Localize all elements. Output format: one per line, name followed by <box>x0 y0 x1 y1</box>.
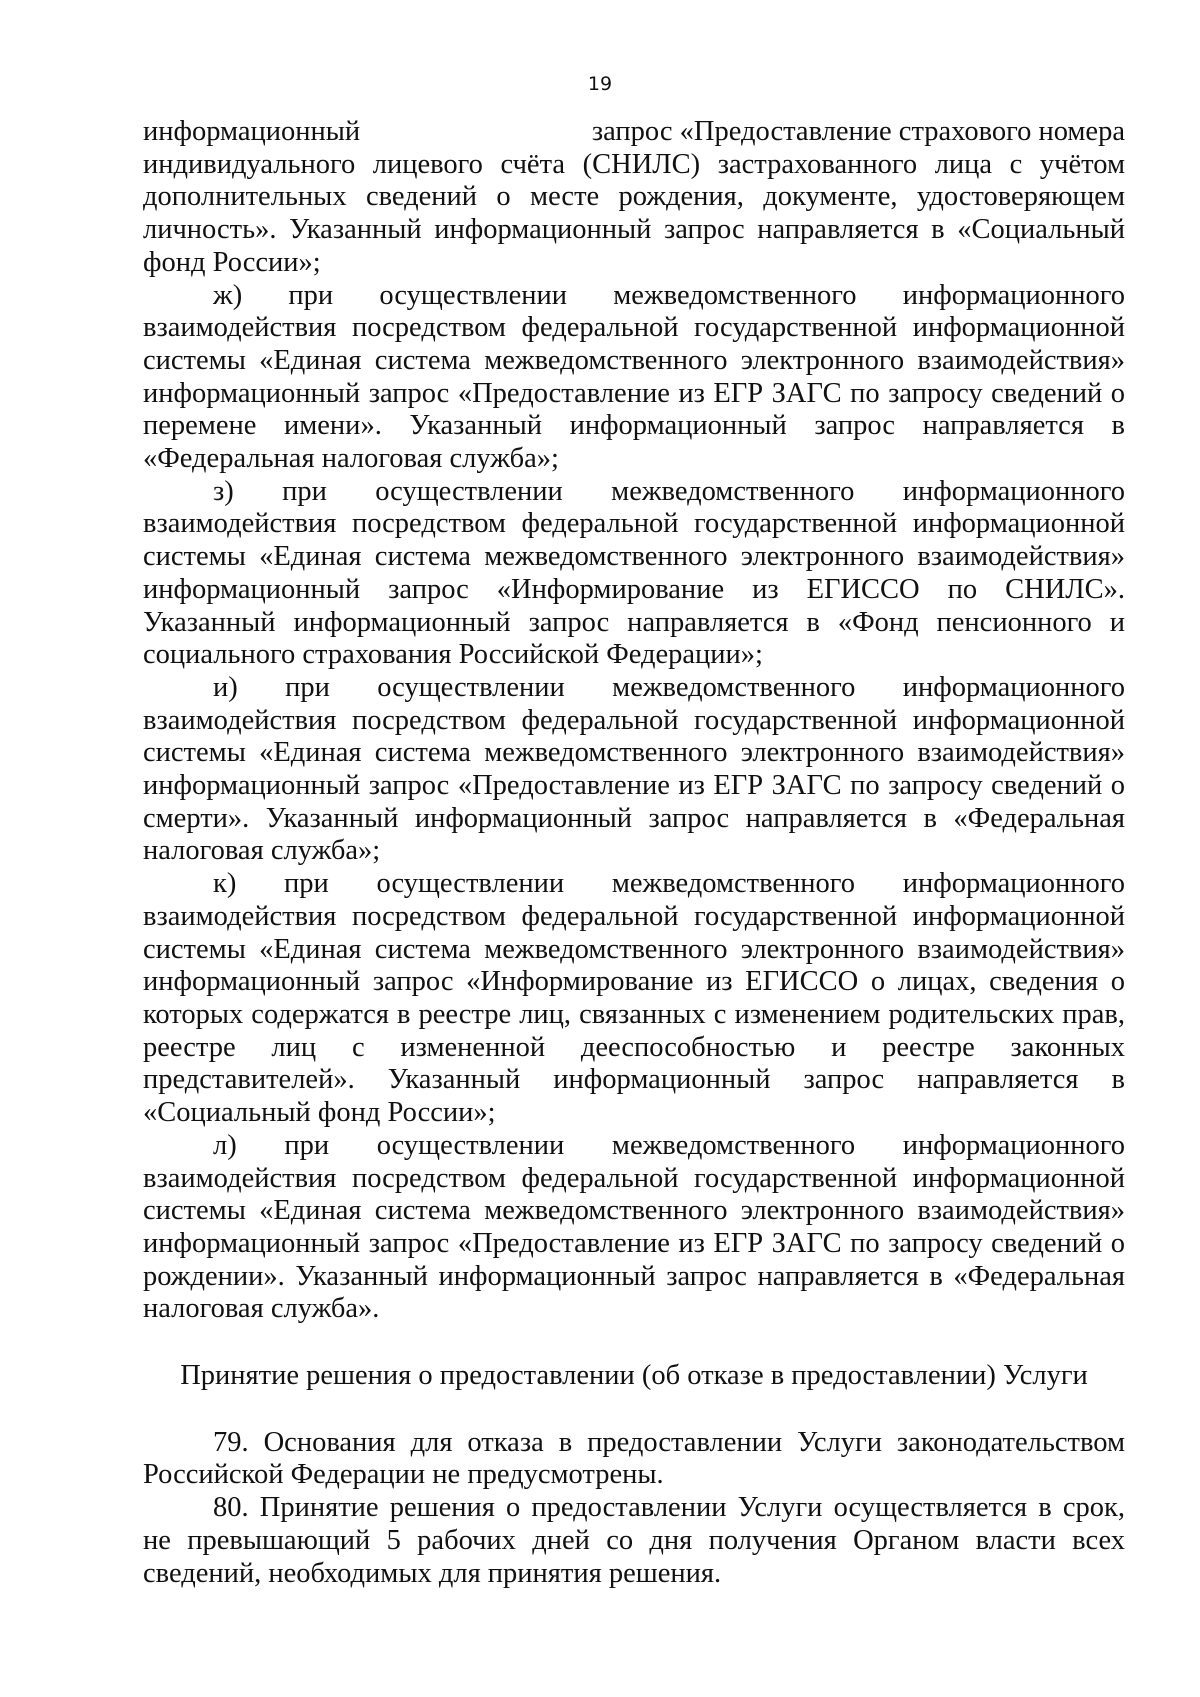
list-item-k: к) при осуществлении межведомственного информационного взаимодействия посредством федеральной государственной информационной системы «Единая система межведомственного электронного взаимодействия» информационный запрос «Информирование из ЕГИССО о лицах, сведения о которых содержатся в реестре лиц, связанных с изменением родительских прав, реестре лиц с измененной дееспособностью и реестре законных представителей». Указанный информационный запрос направляется в «Социальный фонд России»; <box>143 868 1125 1129</box>
continuation-first-line <box>143 116 1125 149</box>
list-item-l: л) при осуществлении межведомственного информационного взаимодействия посредством федеральной государственной информационной системы «Единая система межведомственного электронного взаимодействия» информационный запрос «Предоставление из ЕГР ЗАГС по запросу сведений о рождении». Указанный информационный запрос направляется в «Федеральная налоговая служба». <box>143 1129 1125 1325</box>
document-body <box>143 116 1125 1590</box>
page-number: 19 <box>587 73 613 95</box>
paragraph-80: 80. Принятие решения о предоставлении Услуги осуществляется в срок, не превышающий 5 рабочих дней со дня получения Органом власти всех сведений, необходимых для принятия решения. <box>143 1492 1125 1589</box>
continuation-first-word: информационный <box>143 116 361 147</box>
list-item-z: з) при осуществлении межведомственного информационного взаимодействия посредством федеральной государственной информационной системы «Единая система межведомственного электронного взаимодействия» информационный запрос «Информирование из ЕГИССО по СНИЛС». Указанный информационный запрос направляется в «Фонд пенсионного и социального страхования Российской Федерации»; <box>143 475 1125 671</box>
list-item-zh: ж) при осуществлении межведомственного информационного взаимодействия посредством федеральной государственной информационной системы «Единая система межведомственного электронного взаимодействия» информационный запрос «Предоставление из ЕГР ЗАГС по запросу сведений о перемене имени». Указанный информационный запрос направляется в «Федеральная налоговая служба»; <box>143 279 1125 475</box>
continuation-first-line-rest: запрос «Предоставление страхового номера <box>591 116 1125 147</box>
paragraph-79: 79. Основания для отказа в предоставлении Услуги законодательством Российской Федерации не предусмотрены. <box>143 1426 1125 1491</box>
list-item-i: и) при осуществлении межведомственного информационного взаимодействия посредством федеральной государственной информационной системы «Единая система межведомственного электронного взаимодействия» информационный запрос «Предоставление из ЕГР ЗАГС по запросу сведений о смерти». Указанный информационный запрос направляется в «Федеральная налоговая служба»; <box>143 671 1125 867</box>
continuation-paragraph: индивидуального лицевого счёта (СНИЛС) застрахованного лица с учётом дополнительных сведений о месте рождения, документе, удостоверяющем личность». Указанный информационный запрос направляется в «Социальный фонд России»; <box>143 148 1125 278</box>
section-heading: Принятие решения о предоставлении (об отказе в предоставлении) Услуги <box>180 1360 1088 1392</box>
